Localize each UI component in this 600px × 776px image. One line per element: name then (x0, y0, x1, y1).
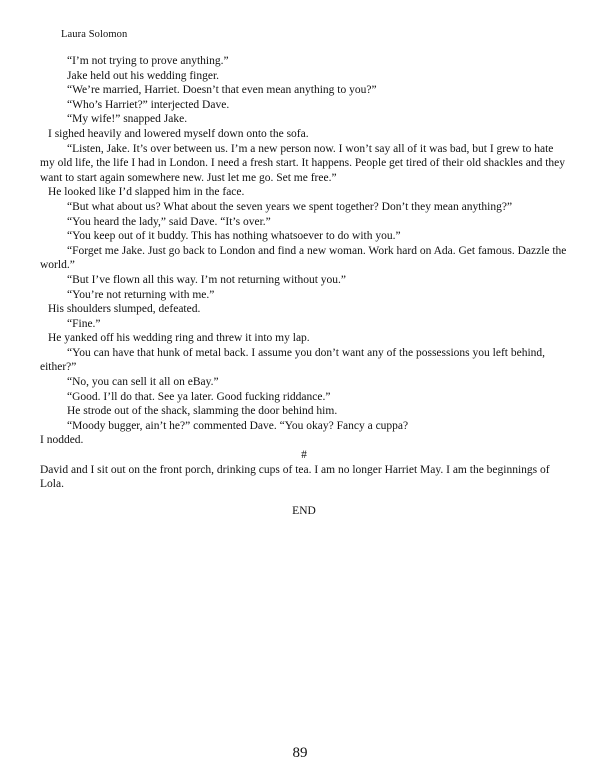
paragraph: “You’re not returning with me.” (67, 288, 215, 301)
running-header-author: Laura Solomon (61, 29, 128, 40)
paragraph: He strode out of the shack, slamming the door behind him. (67, 405, 338, 418)
paragraph: I sighed heavily and lowered myself down onto the sofa. (48, 127, 309, 140)
paragraph: He looked like I’d slapped him in the face. (48, 186, 245, 199)
paragraph: He yanked off his wedding ring and threw it into my lap. (48, 332, 310, 345)
paragraph: I nodded. (40, 434, 84, 447)
section-break-marker: # (301, 449, 307, 462)
paragraph: David and I sit out on the front porch, drinking cups of tea. I am no longer Harriet May. I am the beginnings of Lola. (40, 463, 550, 491)
paragraph: “My wife!” snapped Jake. (67, 113, 188, 126)
page-number: 89 (292, 745, 308, 761)
paragraph: “I’m not trying to prove anything.” (67, 55, 229, 67)
page-body (40, 54, 568, 518)
paragraph: “You keep out of it buddy. This has nothing whatsoever to do with you.” (67, 230, 401, 243)
paragraph: “You can have that hunk of metal back. I assume you don’t want any of the possessions you left behind, either?” (40, 346, 546, 374)
paragraph: “You heard the lady,” said Dave. “It’s over.” (67, 215, 271, 228)
paragraph: “We’re married, Harriet. Doesn’t that even mean anything to you?” (67, 84, 377, 97)
paragraph: Jake held out his wedding finger. (67, 69, 220, 82)
paragraph: His shoulders slumped, defeated. (48, 303, 201, 316)
paragraph: “But I’ve flown all this way. I’m not returning without you.” (67, 273, 347, 286)
paragraph: “Moody bugger, ain’t he?” commented Dave. “You okay? Fancy a cuppa? (67, 419, 409, 432)
paragraph: “Listen, Jake. It’s over between us. I’m a new person now. I won’t say all of it was bad, but I grew to hate my old life, the life I had in London. I need a fresh start. It happens. People get tired of their old shackles and they want to start again somewhere new. Just let me go. Set me free.” (40, 142, 566, 184)
paragraph: “No, you can sell it all on eBay.” (67, 376, 219, 389)
paragraph: “Fine.” (67, 317, 101, 330)
end-marker: END (292, 504, 316, 517)
paragraph: “Good. I’ll do that. See ya later. Good fucking riddance.” (67, 390, 331, 403)
paragraph: “Forget me Jake. Just go back to London and find a new woman. Work hard on Ada. Get famous. Dazzle the world.” (40, 244, 567, 272)
paragraph: “But what about us? What about the seven years we spent together? Don’t they mean anything?” (67, 200, 513, 213)
paragraph: “Who’s Harriet?” interjected Dave. (67, 98, 230, 111)
